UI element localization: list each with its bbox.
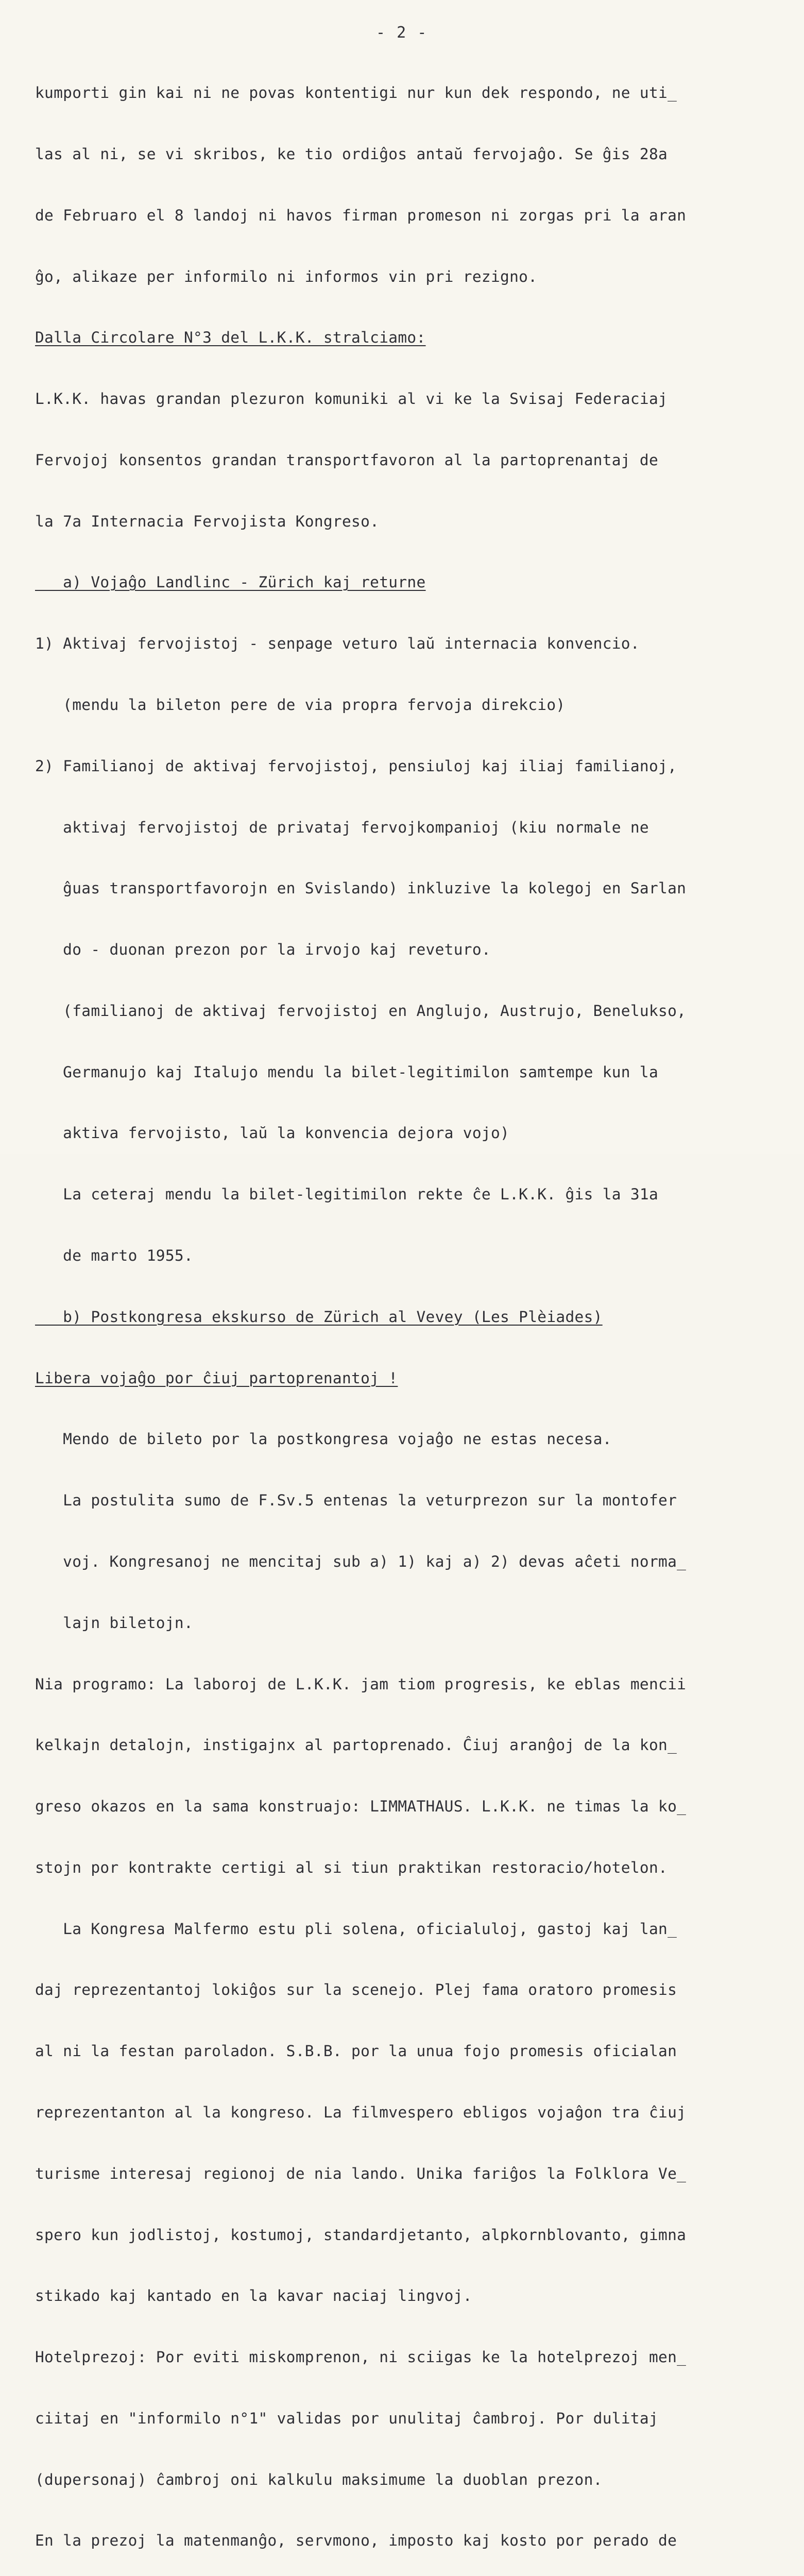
text-line: do - duonan prezon por la irvojo kaj reveturo. (35, 941, 491, 959)
text-line: Nia programo: La laboroj de L.K.K. jam tiom progresis, ke eblas mencii (35, 1675, 687, 1693)
text-line: La ceteraj mendu la bilet-legitimilon rekte ĉe L.K.K. ĝis la 31a (35, 1185, 659, 1204)
text-line: daj reprezentantoj lokiĝos sur la scenejo. Plej fama oratoro promesis (35, 1981, 677, 1999)
text-line: aktiva fervojisto, laŭ la konvencia dejora vojo) (35, 1124, 510, 1142)
text-line: las al ni, se vi skribos, ke tio ordiĝos antaŭ fervojaĝo. Se ĝis 28a (35, 145, 668, 163)
text-line: ĝo, alikaze per informilo ni informos vin pri rezigno. (35, 267, 538, 285)
text-line: ciitaj en "informilo n°1" validas por unulitaj ĉambroj. Por dulitaj (35, 2409, 659, 2427)
page-number: - 2 - (376, 24, 428, 42)
text-line: (mendu la bileton pere de via propra fervoja direkcio) (35, 696, 566, 714)
subsection-heading: a) Vojaĝo Landlinc - Zürich kaj returne (35, 573, 426, 591)
text-line: aktivaj fervojistoj de privataj fervojkompanioj (kiu normale ne (35, 818, 649, 836)
text-line: ĝuas transportfavorojn en Svislando) inkluzive la kolegoj en Sarlan (35, 879, 687, 897)
text-line: En la prezoj la matenmanĝo, servmono, imposto kaj kosto por perado de (35, 2532, 677, 2550)
text-line: Germanujo kaj Italujo mendu la bilet-legitimilon samtempe kun la (35, 1063, 659, 1081)
text-line: (dupersonaj) ĉambroj oni kalkulu maksimume la duoblan prezon. (35, 2470, 603, 2488)
text-line: La postulita sumo de F.Sv.5 entenas la veturprezon sur la montofer (35, 1492, 677, 1510)
text-line: spero kun jodlistoj, kostumoj, standardjetanto, alpkornblovanto, gimna (35, 2226, 687, 2244)
text-line: kumporti gin kai ni ne povas kontentigi nur kun dek respondo, ne uti_ (35, 84, 677, 102)
text-line: stikado kaj kantado en la kavar naciaj lingvoj. (35, 2287, 472, 2305)
text-line: kelkajn detalojn, instigajnx al partoprenado. Ĉiuj aranĝoj de la kon_ (35, 1736, 677, 1754)
text-line: de Februaro el 8 landoj ni havos firman promeson ni zorgas pri la aran (35, 206, 687, 224)
text-line: La Kongresa Malfermo estu pli solena, oficialuloj, gastoj kaj lan_ (35, 1920, 677, 1938)
text-line: turisme interesaj regionoj de nia lando. Unika fariĝos la Folklora Ve_ (35, 2164, 687, 2182)
page-body (35, 42, 777, 2576)
text-line: la 7a Internacia Fervojista Kongreso. (35, 512, 380, 530)
text-line: L.K.K. havas grandan plezuron komuniki al vi ke la Svisaj Federaciaj (35, 390, 668, 408)
list-item: 2) Familianoj de aktivaj fervojistoj, pensiuloj kaj iliaj familianoj, (35, 757, 677, 775)
text-line: de marto 1955. (35, 1247, 194, 1265)
text-line: greso okazos en la sama konstruajo: LIMMATHAUS. L.K.K. ne timas la ko_ (35, 1798, 687, 1816)
list-item: 1) Aktivaj fervojistoj - senpage veturo laŭ internacia konvencio. (35, 635, 640, 653)
text-line: stojn por kontrakte certigi al si tiun praktikan restoracio/hotelon. (35, 1858, 668, 1876)
section-heading: Dalla Circolare N°3 del L.K.K. stralciamo: (35, 329, 426, 347)
text-line: Mendo de bileto por la postkongresa vojaĝo ne estas necesa. (35, 1430, 612, 1448)
text-line: Hotelprezoj: Por eviti miskomprenon, ni sciigas ke la hotelprezoj men_ (35, 2348, 687, 2366)
text-line: voj. Kongresanoj ne mencitaj sub a) 1) kaj a) 2) devas aĉeti norma_ (35, 1552, 687, 1570)
text-line: al ni la festan paroladon. S.B.B. por la unua fojo promesis oficialan (35, 2042, 677, 2060)
subsection-heading: b) Postkongresa ekskurso de Zürich al Vevey (Les Plèiades) (35, 1308, 603, 1326)
section-heading: Libera vojaĝo por ĉiuj partoprenantoj ! (35, 1369, 398, 1387)
text-line: reprezentanton al la kongreso. La filmvespero ebligos vojaĝon tra ĉiuj (35, 2103, 687, 2121)
text-line: lajn biletojn. (35, 1614, 194, 1632)
text-line: Fervojoj konsentos grandan transportfavoron al la partoprenantaj de (35, 451, 659, 469)
text-line: (familianoj de aktivaj fervojistoj en Anglujo, Austrujo, Benelukso, (35, 1002, 687, 1020)
